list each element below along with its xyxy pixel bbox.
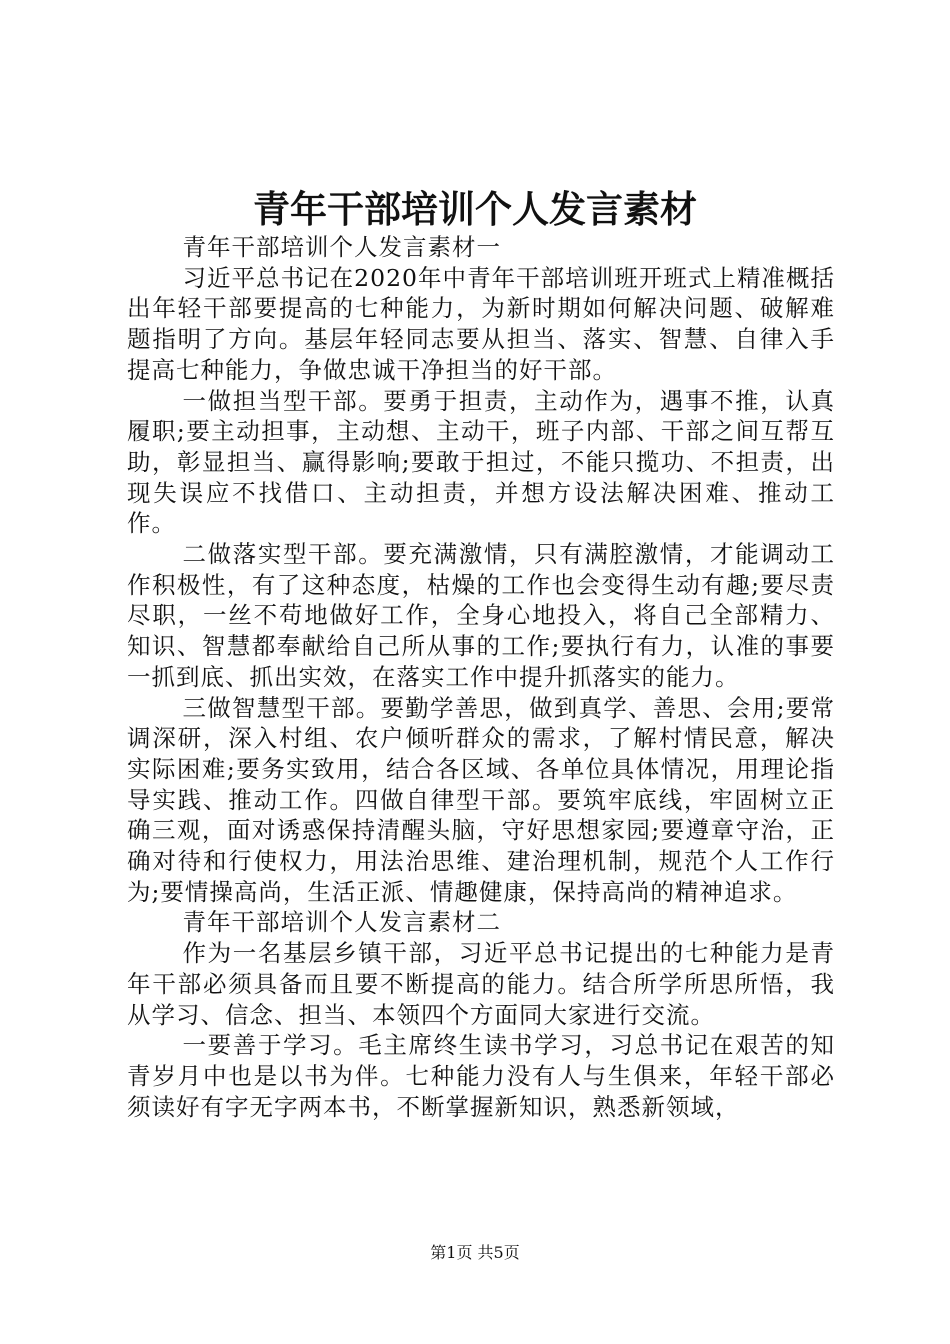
paragraph: 一做担当型干部。要勇于担责，主动作为，遇事不推，认真履职;要主动担事，主动想、主动干，班子内部、干部之间互帮互助，彰显担当、赢得影响;要敢于担过，不能只揽功、不担责，出现失误应不找借口、主动担责，并想方设法解决困难、推动工作。 [127,386,835,538]
document-body [127,232,835,1122]
paragraph: 三做智慧型干部。要勤学善思，做到真学、善思、会用;要常调深研，深入村组、农户倾听群众的需求，了解村情民意，解决实际困难;要务实致用，结合各区域、各单位具体情况，用理论指导实践、推动工作。四做自律型干部。要筑牢底线，牢固树立正确三观，面对诱惑保持清醒头脑，守好思想家园;要遵章守治，正确对待和行使权力，用法治思维、建治理机制，规范个人工作行为;要情操高尚，生活正派、情趣健康，保持高尚的精神追求。 [127,693,835,906]
section-heading: 青年干部培训个人发言素材二 [182,908,501,937]
paragraph: 习近平总书记在2020年中青年干部培训班开班式上精准概括出年轻干部要提高的七种能力，为新时期如何解决问题、破解难题指明了方向。基层年轻同志要从担当、落实、智慧、自律入手提高七种能力，争做忠诚干净担当的好干部。 [127,263,835,384]
page-number-footer: 第1页 共5页 [430,1243,520,1262]
paragraph: 作为一名基层乡镇干部，习近平总书记提出的七种能力是青年干部必须具备而且要不断提高的能力。结合所学所思所悟，我从学习、信念、担当、本领四个方面同大家进行交流。 [127,939,835,1029]
section-heading: 青年干部培训个人发言素材一 [182,233,501,261]
document-title: 青年干部培训个人发言素材 [253,187,697,231]
paragraph: 一要善于学习。毛主席终生读书学习，习总书记在艰苦的知青岁月中也是以书为伴。七种能力没有人与生俱来，年轻干部必须读好有字无字两本书，不断掌握新知识，熟悉新领域， [127,1031,835,1121]
paragraph: 二做落实型干部。要充满激情，只有满腔激情，才能调动工作积极性，有了这种态度，枯燥的工作也会变得生动有趣;要尽责尽职，一丝不苟地做好工作，全身心地投入，将自己全部精力、知识、智慧都奉献给自己所从事的工作;要执行有力，认准的事要一抓到底、抓出实效，在落实工作中提升抓落实的能力。 [127,540,835,691]
